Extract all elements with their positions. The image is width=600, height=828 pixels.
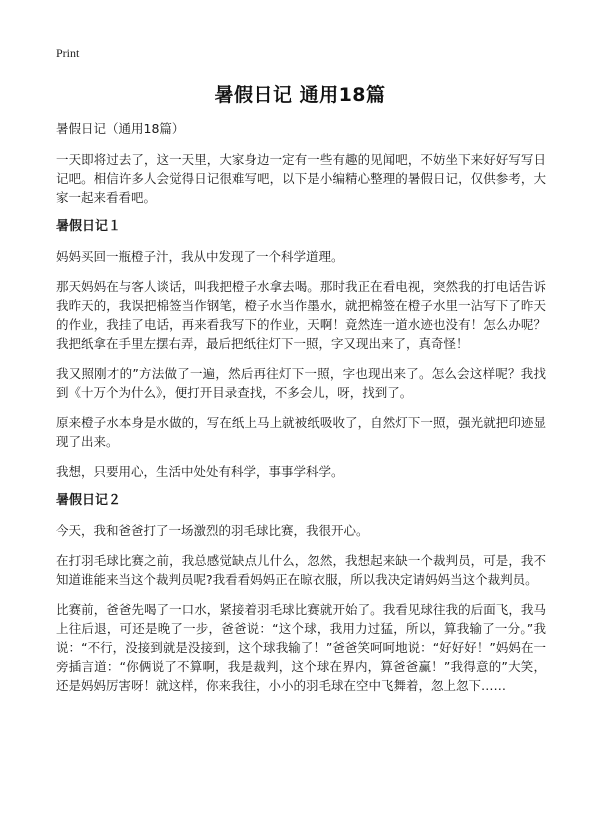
intro-paragraph: 一天即将过去了，这一天里，大家身边一定有一些有趣的见闻吧，不妨坐下来好好写写日记吧。相信许多人会觉得日记很难写吧，以下是小编精心整理的暑假日记，仅供参考，大家一起来看看吧。 [56,152,546,205]
paragraph: 比赛前，爸爸先喝了一口水，紧接着羽毛球比赛就开始了。我看见球往我的后面飞，我马上往后退，可还是晚了一步，爸爸说：“这个球，我用力过猛，所以，算我输了一分。”我说：“不行，没接到就是没接到，这个球我输了！”爸爸笑呵呵地说：“好好好！”妈妈在一旁插言道：“你俩说了不算啊，我是裁判，这个球在界内，算爸爸赢！”我得意的”大笑，还是妈妈厉害呀！就这样，你来我往，小小的羽毛球在空中飞舞着，忽上忽下…… [56,602,546,693]
paragraph: 在打羽毛球比赛之前，我总感觉缺点儿什么，忽然，我想起来缺一个裁判员，可是，我不知道谁能来当这个裁判员呢?我看看妈妈正在晾衣服，所以我决定请妈妈当这个裁判员。 [56,553,546,587]
page-title: 暑假日记 通用18篇 [214,84,386,106]
paragraph: 原来橙子水本身是水做的，写在纸上马上就被纸吸收了，自然灯下一照，强光就把印迹显现了出来。 [56,415,546,449]
paragraph: 我想，只要用心，生活中处处有科学，事事学科学。 [56,464,344,479]
paragraph: 那天妈妈在与客人谈话，叫我把橙子水拿去喝。那时我正在看电视，突然我的打电话告诉我昨天的，我误把棉签当作钢笔，橙子水当作墨水，就把棉签在橙子水里一沾写下了昨天的作业，我挂了电话，再来看我写下的作业，天啊！竟然连一道水迹也没有！怎么办呢？我把纸拿在手里左摆右弄，最后把纸往灯下一照，字又现出来了，真奇怪！ [56,279,546,351]
paragraph: 妈妈买回一瓶橙子汁，我从中发现了一个科学道理。 [56,249,344,264]
section-heading-1: 暑假日记１ [56,219,122,234]
section-heading-2: 暑假日记２ [56,493,122,508]
paragraph: 今天，我和爸爸打了一场激烈的羽毛球比赛，我很开心。 [56,523,369,538]
paragraph: 我又照刚才的”方法做了一遍，然后再往灯下一照，字也现出来了。怎么会这样呢？我找到《十万个为什么》，便打开目录查找，不多会儿，呀，找到了。 [56,366,546,400]
article-body [56,120,546,706]
print-label[interactable]: Print [56,46,80,60]
article-subtitle: 暑假日记（通用18篇） [56,121,185,136]
